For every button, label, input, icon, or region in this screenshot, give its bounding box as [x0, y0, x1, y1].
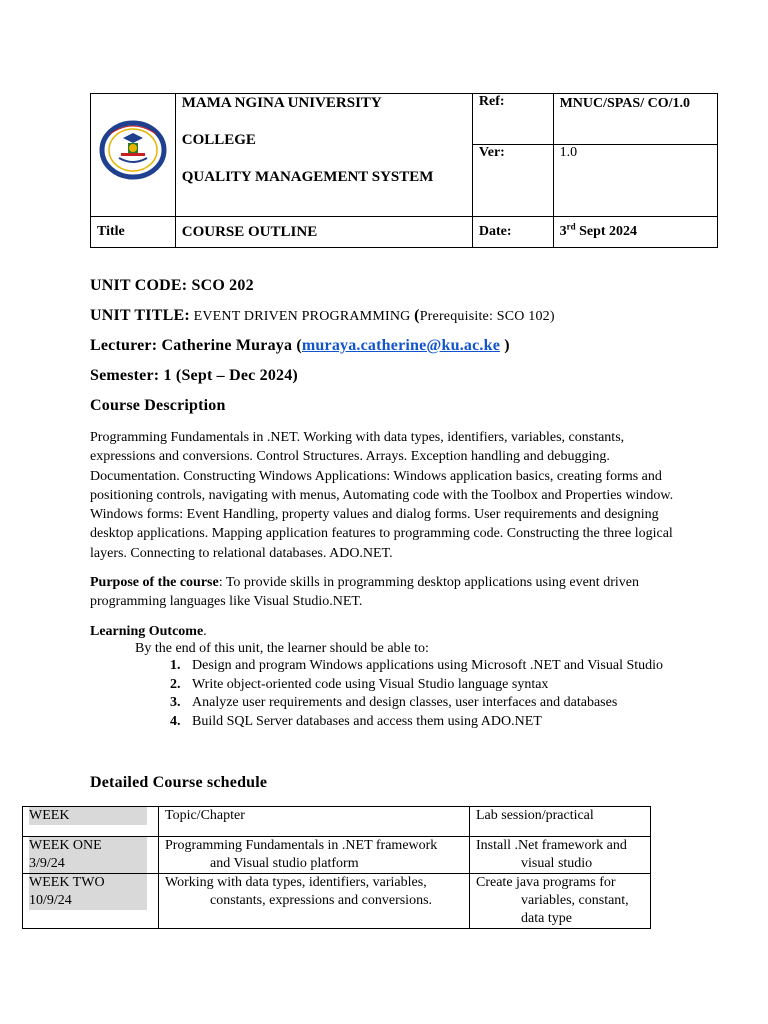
- university-name: MAMA NGINA UNIVERSITY: [181, 95, 382, 111]
- logo-cell: [91, 94, 176, 217]
- week-cell: WEEK TWO 10/9/24: [23, 874, 159, 929]
- table-row: [23, 837, 651, 874]
- ref-label: Ref:: [472, 94, 553, 145]
- topic-cell: Working with data types, identifiers, variables, constants, expressions and conversions.: [159, 874, 470, 929]
- list-item: 3. Analyze user requirements and design classes, user interfaces and databases: [170, 695, 618, 711]
- lab-cell: Create java programs for variables, constant, data type: [470, 874, 651, 929]
- schedule-heading: Detailed Course schedule: [90, 774, 268, 791]
- list-item: 4. Build SQL Server databases and access them using ADO.NET: [170, 713, 542, 729]
- unit-title: UNIT TITLE: EVENT DRIVEN PROGRAMMING (Prerequisite: SCO 102): [90, 307, 555, 324]
- learning-outcome-intro: By the end of this unit, the learner should be able to:: [135, 641, 429, 657]
- purpose-label: Purpose of the course: [90, 575, 219, 590]
- list-item: 2. Write object-oriented code using Visual Studio language syntax: [170, 676, 549, 692]
- lab-cell: Install .Net framework and visual studio: [470, 837, 651, 874]
- institution-cell: [175, 94, 472, 217]
- system-name: QUALITY MANAGEMENT SYSTEM: [181, 169, 434, 185]
- learning-outcome-list: [90, 657, 690, 731]
- semester-line: Semester: 1 (Sept – Dec 2024): [90, 367, 298, 384]
- list-item: 1. Design and program Windows applications using Microsoft .NET and Visual Studio: [170, 658, 664, 674]
- date-value: 3rd Sept 2024: [553, 217, 717, 248]
- ver-value: 1.0: [553, 145, 717, 217]
- column-header-lab: Lab session/practical: [470, 807, 651, 837]
- lecturer-line: Lecturer: Catherine Muraya (muraya.catherine@ku.ac.ke ): [90, 337, 510, 354]
- purpose-paragraph: Purpose of the course: To provide skills in programming desktop applications using event driven programming languages like Visual Studio.NET.: [90, 575, 639, 610]
- course-description-heading: Course Description: [90, 397, 226, 414]
- unit-code: UNIT CODE: SCO 202: [90, 277, 254, 294]
- learning-outcome-heading: Learning Outcome.: [90, 624, 207, 639]
- title-value: COURSE OUTLINE: [175, 217, 472, 248]
- university-college: COLLEGE: [181, 132, 256, 148]
- learning-outcomes: [90, 622, 690, 731]
- document-header-table: [90, 93, 718, 248]
- university-logo: [94, 120, 172, 180]
- ref-value: MNUC/SPAS/ CO/1.0: [553, 94, 717, 145]
- column-header-topic: Topic/Chapter: [159, 807, 470, 837]
- table-row: [23, 874, 651, 929]
- title-label: Title: [91, 217, 176, 248]
- course-description-text: Programming Fundamentals in .NET. Working with data types, identifiers, variables, constants, expressions and conversions. Control Structures. Arrays. Exception handling and debugging. Documentation. Constructing Windows Applications: Windows application basics, creating forms and positioning controls, navigating with menus, Automating code with the Toolbox and Properties window. Windows forms: Event Handling, property values and dialog forms. User requirements and designing desktop applications. Mapping application features to programming code. Constructing the three logical layers. Connecting to relational databases. ADO.NET.: [90, 430, 674, 561]
- column-header-week: WEEK: [23, 807, 159, 837]
- table-header-row: [23, 807, 651, 837]
- week-cell: WEEK ONE 3/9/24: [23, 837, 159, 874]
- date-label: Date:: [472, 217, 553, 248]
- ver-label: Ver:: [472, 145, 553, 217]
- topic-cell: Programming Fundamentals in .NET framework and Visual studio platform: [159, 837, 470, 874]
- course-schedule-table: [22, 806, 651, 929]
- lecturer-email-link[interactable]: muraya.catherine@ku.ac.ke: [301, 337, 500, 354]
